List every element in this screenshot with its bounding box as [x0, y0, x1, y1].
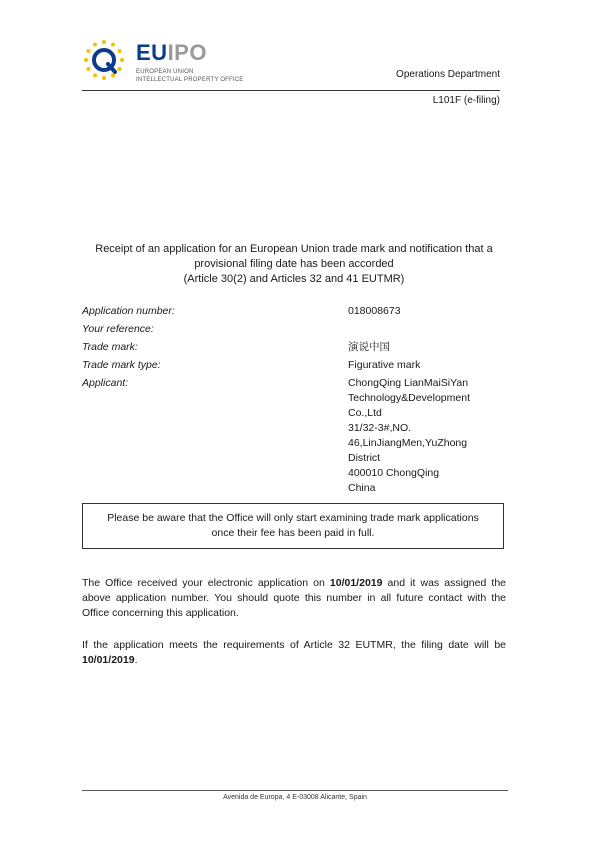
notice-line-2: once their fee has been paid in full. — [211, 527, 375, 539]
title-line-2: provisional filing date has been accorded — [194, 258, 394, 270]
field-row-applicant — [82, 376, 506, 496]
applicant-line: ChongQing LianMaiSiYan — [348, 377, 469, 389]
field-row-your-reference — [82, 322, 506, 340]
brand-subtitle-2: INTELLECTUAL PROPERTY OFFICE — [136, 77, 244, 83]
field-row-trade-mark-type — [82, 358, 506, 376]
eu-stars-logo-icon — [82, 38, 132, 86]
filing-date-paragraph — [82, 638, 506, 668]
p2-filing-date: 10/01/2019 — [82, 654, 135, 666]
trade-mark-type-label: Trade mark type: — [82, 359, 161, 371]
applicant-label: Applicant: — [82, 377, 129, 389]
title-line-1: Receipt of an application for an European Union trade mark and notification that a — [95, 243, 493, 255]
application-details — [82, 304, 506, 496]
brand-subtitle-1: EUROPEAN UNION — [136, 69, 194, 75]
fee-notice-box — [82, 503, 504, 549]
application-number-value: 018008673 — [348, 305, 401, 317]
field-row-trade-mark — [82, 340, 506, 358]
application-number-label: Application number: — [82, 305, 175, 317]
applicant-line: 46,LinJiangMen,YuZhong — [348, 437, 468, 449]
trade-mark-label: Trade mark: — [82, 341, 138, 353]
p1-text-after: and it was assigned the above application number. You should quote this number in all future contact with the Office concerning this application. — [82, 577, 506, 619]
notice-line-1: Please be aware that the Office will only start examining trade mark applications — [107, 512, 479, 524]
p1-received-date: 10/01/2019 — [329, 577, 383, 589]
your-reference-value — [348, 322, 506, 340]
department-name: Operations Department — [396, 69, 500, 80]
document-title — [82, 242, 506, 287]
footer-address: Avenida de Europa, 4 E-03008 Alicante, Spain — [223, 794, 367, 801]
p2-text-before: If the application meets the requirements of Article 32 EUTMR, the filing date will be — [82, 639, 506, 651]
trade-mark-value: 演说中国 — [348, 341, 390, 353]
field-row-application-number — [82, 304, 506, 322]
applicant-line: 31/32-3#,NO. — [348, 422, 412, 434]
your-reference-label: Your reference: — [82, 323, 154, 335]
p2-text-after: . — [134, 654, 138, 666]
applicant-line: District — [348, 452, 381, 464]
footer-divider — [82, 790, 508, 791]
euipo-logo — [82, 38, 262, 88]
trade-mark-type-value: Figurative mark — [348, 359, 421, 371]
applicant-value — [348, 376, 506, 496]
brand-eu: EU — [136, 40, 168, 65]
applicant-line: 400010 ChongQing — [348, 467, 440, 479]
p1-text-before: The Office received your electronic application on — [82, 577, 330, 589]
receipt-paragraph — [82, 576, 506, 621]
brand-ipo: IPO — [167, 40, 207, 65]
title-line-3: (Article 30(2) and Articles 32 and 41 EUTMR) — [183, 273, 405, 285]
applicant-line: Technology&Development — [348, 392, 470, 404]
applicant-line: China — [348, 482, 376, 494]
form-code: L101F (e-filing) — [432, 95, 500, 106]
applicant-line: Co.,Ltd — [348, 407, 382, 419]
header-divider — [82, 90, 500, 91]
brand-name — [136, 40, 207, 66]
